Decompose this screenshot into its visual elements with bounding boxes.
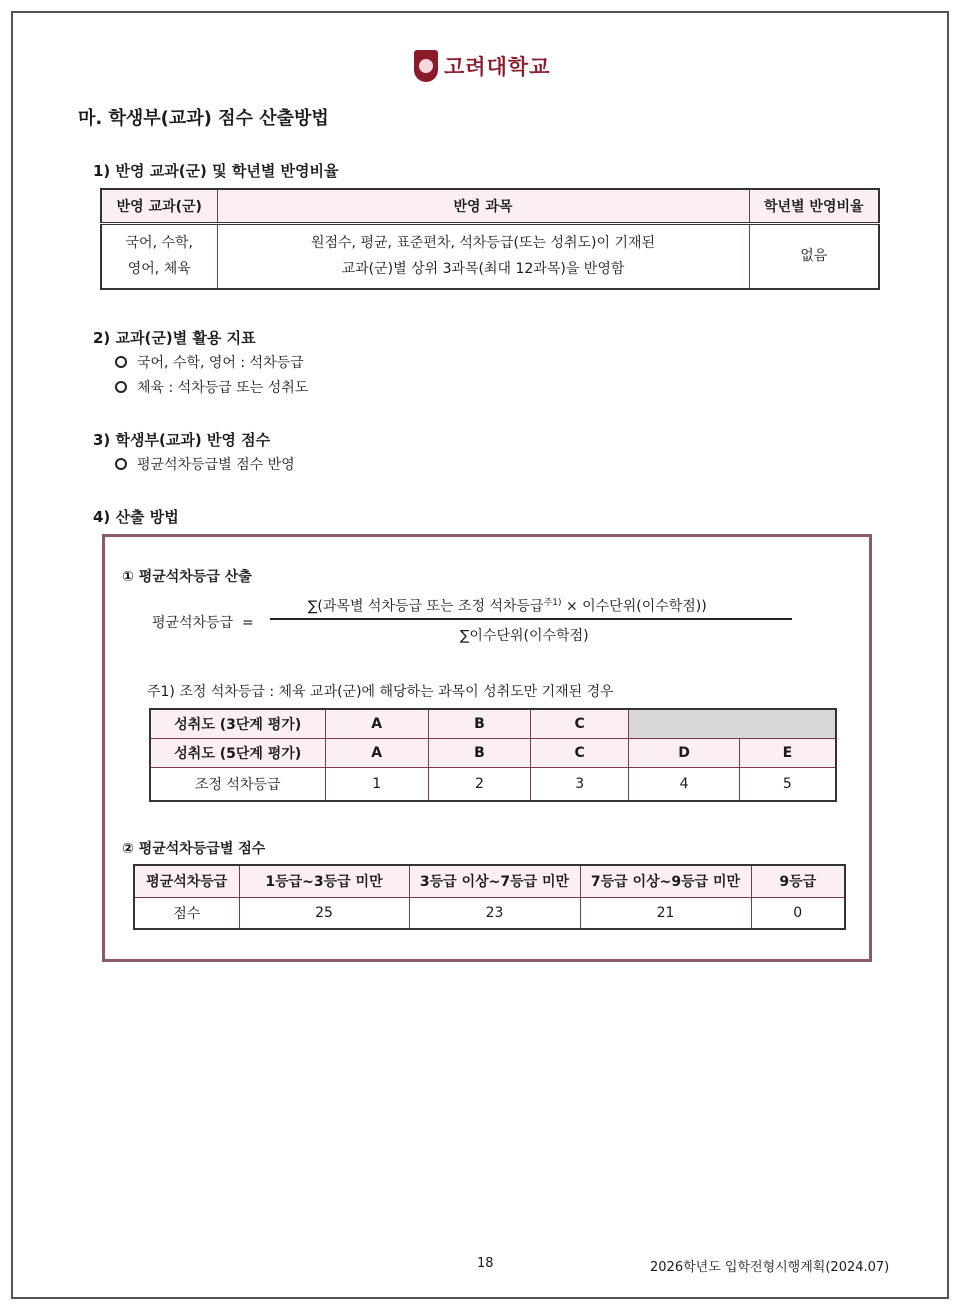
header-subjects: 반영 과목	[217, 189, 749, 223]
footnote-mark: 주1)	[543, 598, 562, 608]
bullet-item: 평균석차등급별 점수 반영	[115, 454, 295, 474]
document-title: 2026학년도 입학전형시행계획(2024.07)	[650, 1260, 890, 1275]
cell: 3	[530, 767, 629, 801]
cell: C	[530, 709, 629, 738]
desc-line: 원점수, 평균, 표준편차, 석차등급(또는 성취도)이 기재된	[310, 235, 656, 252]
subject-ratio-table	[100, 188, 880, 290]
subjects-line: 국어, 수학,	[125, 235, 193, 252]
subjects-desc-cell	[217, 223, 749, 289]
ratio-cell: 없음	[749, 223, 879, 289]
empty-cell	[629, 709, 836, 738]
cell: B	[428, 709, 530, 738]
header-grade-ratio: 학년별 반영비율	[749, 189, 879, 223]
row-label: 성취도 (5단계 평가)	[150, 738, 325, 767]
section-1-heading: 1) 반영 교과(군) 및 학년별 반영비율	[93, 162, 339, 180]
desc-line: 교과(군)별 상위 3과목(최대 12과목)을 반영함	[341, 261, 625, 278]
score-heading: ② 평균석차등급별 점수	[122, 841, 266, 857]
row-label: 점수	[134, 897, 239, 929]
page-title: 마. 학생부(교과) 점수 산출방법	[78, 108, 329, 129]
bullet-item: 국어, 수학, 영어 : 석차등급	[115, 352, 304, 372]
cell: 0	[751, 897, 845, 929]
cell: 23	[409, 897, 580, 929]
avg-grade-heading: ① 평균석차등급 산출	[122, 569, 252, 585]
footnote: 주1) 조정 석차등급 : 체육 교과(군)에 해당하는 과목이 성취도만 기재된 경우	[147, 684, 614, 700]
formula-numerator	[308, 595, 707, 616]
page-number: 18	[477, 1256, 494, 1271]
logo-text: 고려대학교	[444, 55, 551, 79]
cell: E	[739, 738, 836, 767]
header-cell: 평균석차등급	[134, 865, 239, 897]
header-subject-group: 반영 교과(군)	[101, 189, 217, 223]
subjects-line: 영어, 체육	[127, 261, 191, 278]
bullet-item: 체육 : 석차등급 또는 성취도	[115, 377, 308, 397]
university-logo	[414, 50, 550, 82]
row-label: 성취도 (3단계 평가)	[150, 709, 325, 738]
cell: A	[325, 738, 428, 767]
cell: 4	[629, 767, 739, 801]
header-cell: 3등급 이상~7등급 미만	[409, 865, 580, 897]
cell: D	[629, 738, 739, 767]
cell: 21	[580, 897, 751, 929]
cell: 5	[739, 767, 836, 801]
formula-lhs: 평균석차등급 =	[152, 615, 254, 631]
crest-icon	[414, 50, 438, 82]
cell: 25	[239, 897, 409, 929]
subject-group-cell	[101, 223, 217, 289]
row-label: 조정 석차등급	[150, 767, 325, 801]
header-cell: 7등급 이상~9등급 미만	[580, 865, 751, 897]
achievement-conversion-table	[149, 708, 837, 802]
cell: C	[530, 738, 629, 767]
section-2-heading: 2) 교과(군)별 활용 지표	[93, 329, 256, 347]
header-cell: 1등급~3등급 미만	[239, 865, 409, 897]
cell: 1	[325, 767, 428, 801]
numerator-rest: × 이수단위(이수학점))	[561, 598, 707, 615]
score-table	[133, 864, 846, 930]
formula-denominator: ∑이수단위(이수학점)	[460, 628, 589, 644]
header-cell: 9등급	[751, 865, 845, 897]
fraction-line	[270, 618, 792, 620]
numerator-text: ∑(과목별 석차등급 또는 조정 석차등급	[308, 598, 544, 615]
section-3-heading: 3) 학생부(교과) 반영 점수	[93, 431, 271, 449]
cell: 2	[428, 767, 530, 801]
cell: A	[325, 709, 428, 738]
section-4-heading: 4) 산출 방법	[93, 508, 179, 526]
cell: B	[428, 738, 530, 767]
